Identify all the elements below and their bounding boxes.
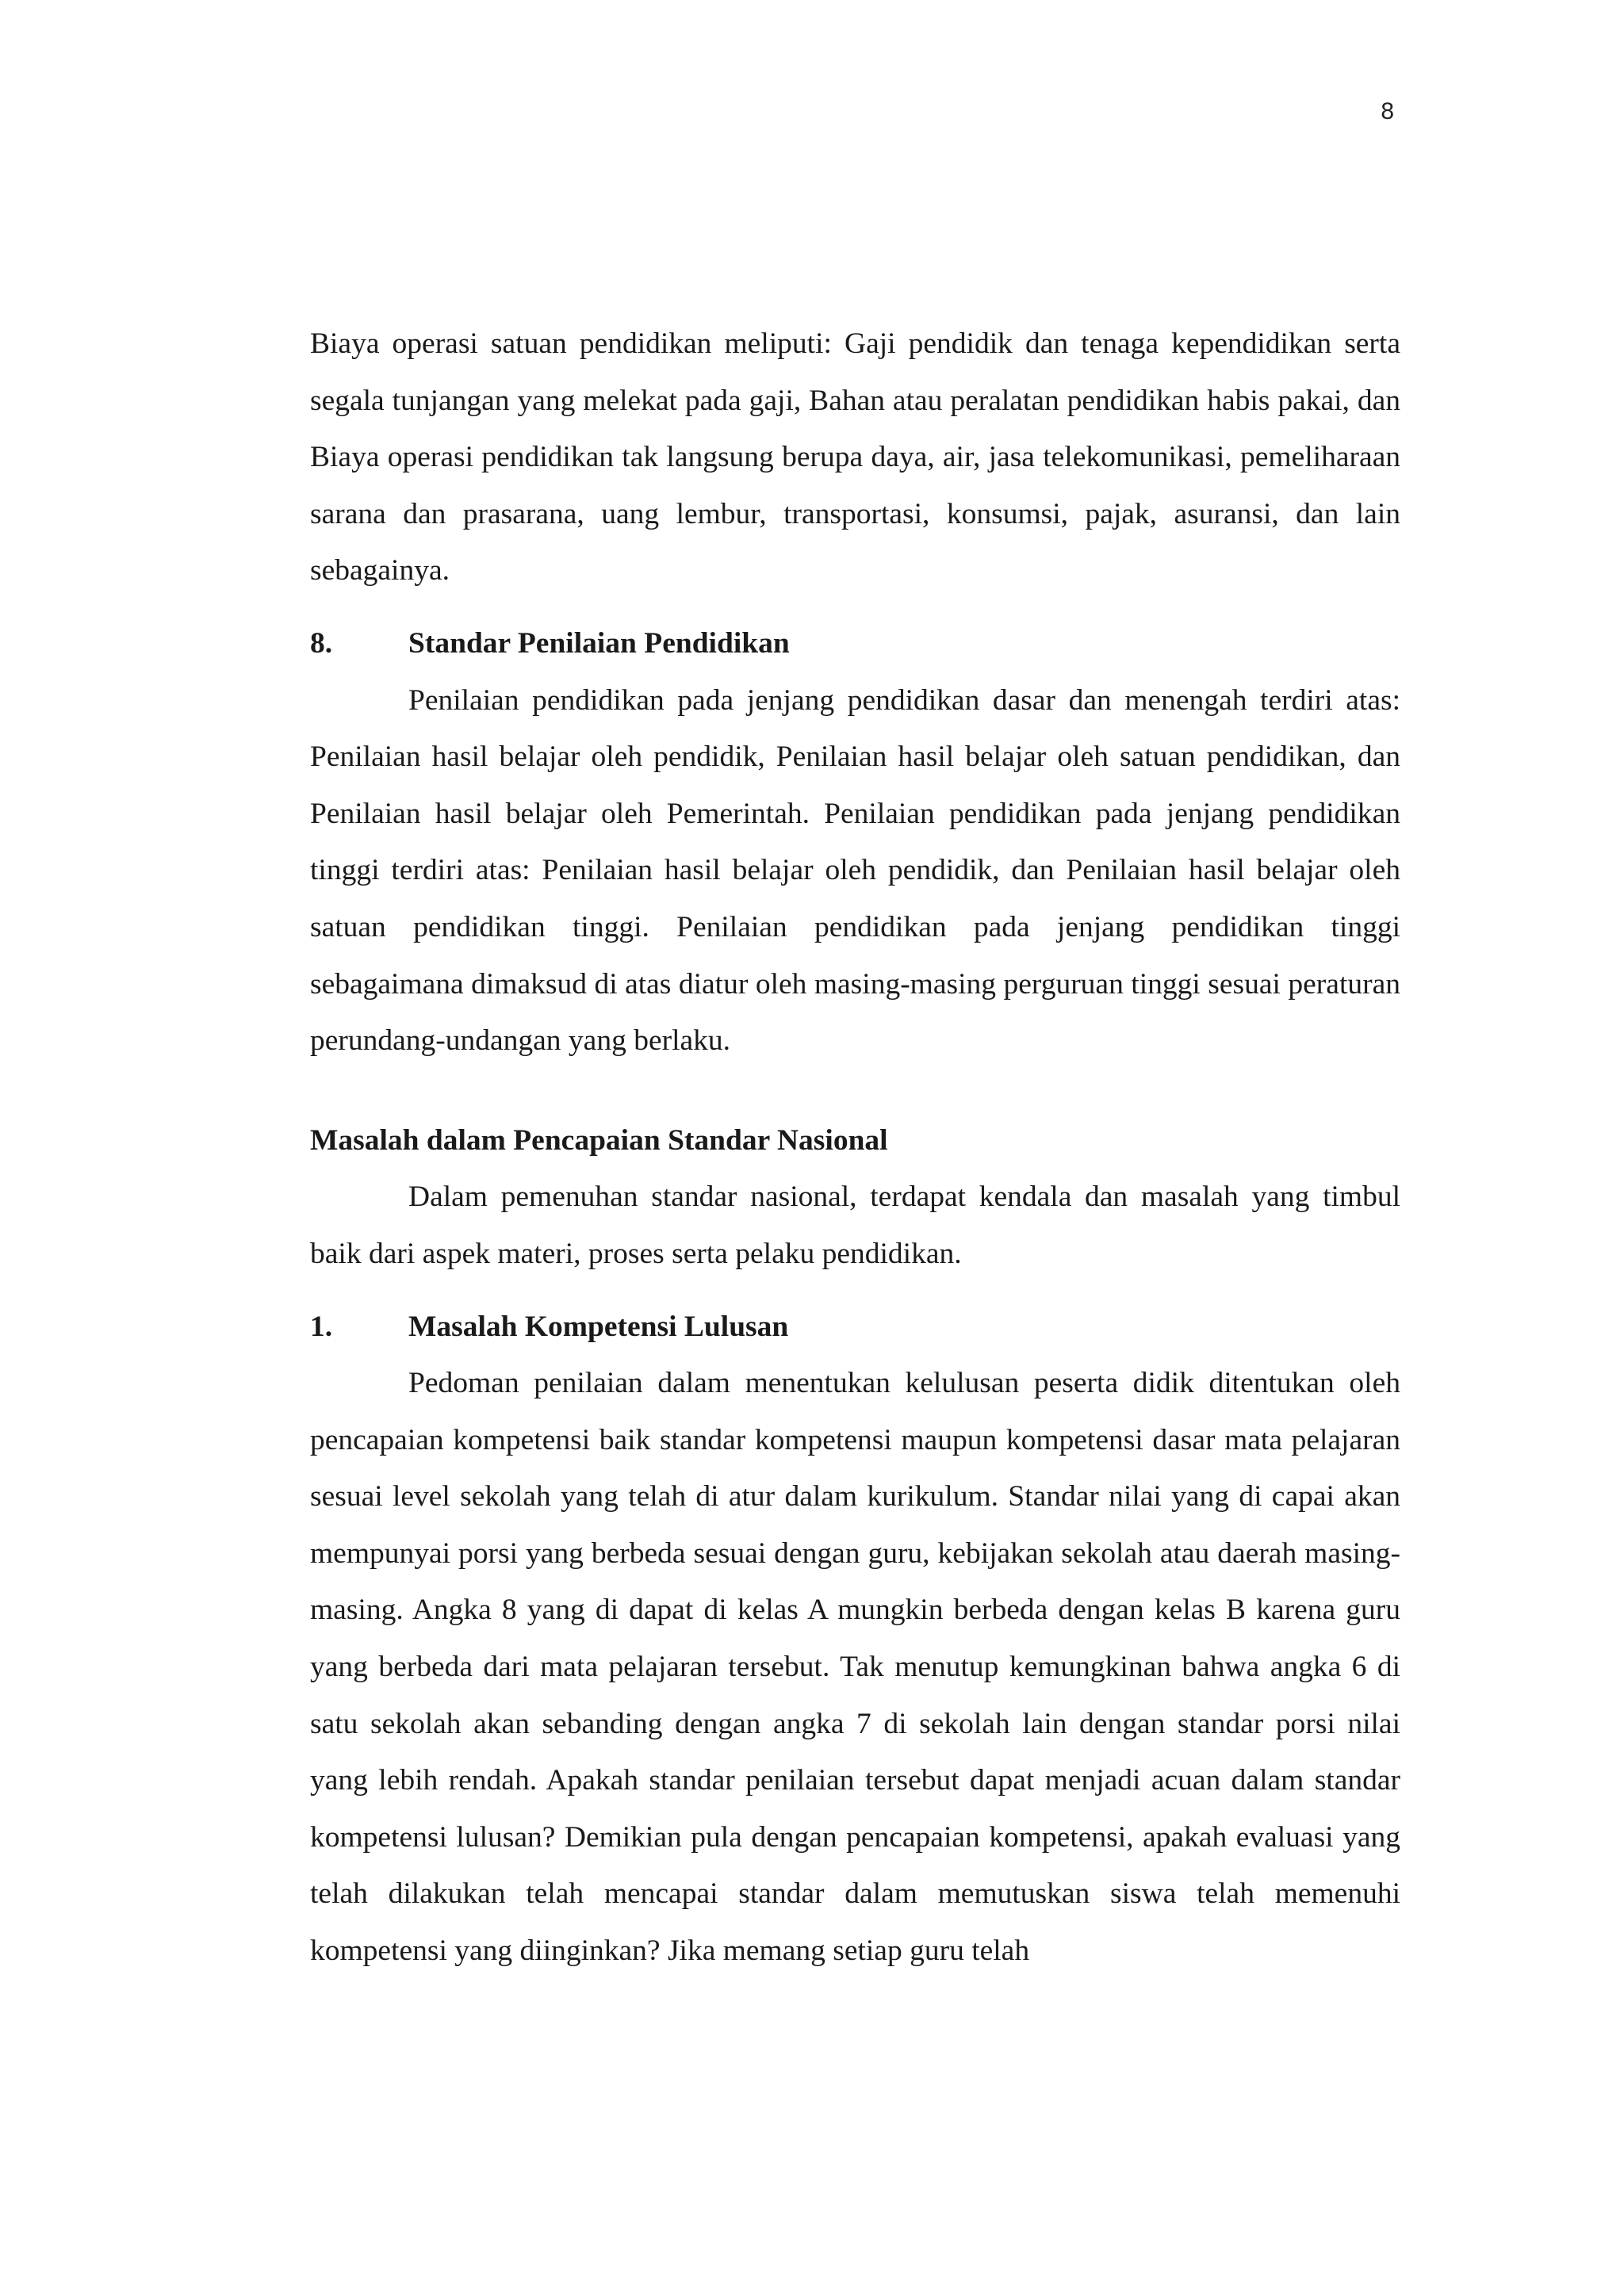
heading-title: Masalah Kompetensi Lulusan xyxy=(408,1310,789,1343)
heading-title: Standar Penilaian Pendidikan xyxy=(408,626,790,660)
heading-standar-penilaian xyxy=(310,615,1400,672)
heading-number: 1. xyxy=(310,1310,333,1343)
paragraph-biaya-operasi: Biaya operasi satuan pendidikan meliputi: Gaji pendidik dan tenaga kependidikan serta segala tunjangan yang melekat pada gaji, Bahan atau peralatan pendidikan habis pakai, dan Biaya operasi pendidikan tak langsung berupa daya, air, jasa telekomunikasi, pemeliharaan sarana dan prasarana, uang lembur, transportasi, konsumsi, pajak, asuransi, dan lain sebagainya. xyxy=(310,327,1400,587)
heading-masalah-kompetensi xyxy=(310,1299,1400,1356)
section-heading-masalah: Masalah dalam Pencapaian Standar Nasional xyxy=(310,1123,888,1157)
paragraph-kompetensi: Pedoman penilaian dalam menentukan kelulusan peserta didik ditentukan oleh pencapaian kompetensi baik standar kompetensi maupun kompetensi dasar mata pelajaran sesuai level sekolah yang telah di atur dalam kurikulum. Standar nilai yang di capai akan mempunyai porsi yang berbeda sesuai dengan guru, kebijakan sekolah atau daerah masing-masing. Angka 8 yang di dapat di kelas A mungkin berbeda dengan kelas B karena guru yang berbeda dari mata pelajaran tersebut. Tak menutup kemungkinan bahwa angka 6 di satu sekolah akan sebanding dengan angka 7 di sekolah lain dengan standar porsi nilai yang lebih rendah. Apakah standar penilaian tersebut dapat menjadi acuan dalam standar kompetensi lulusan? Demikian pula dengan pencapaian kompetensi, apakah evaluasi yang telah dilakukan telah mencapai standar dalam memutuskan siswa telah memenuhi kompetensi yang diinginkan? Jika memang setiap guru telah xyxy=(310,1367,1400,1968)
document-body xyxy=(310,316,1400,1980)
heading-number: 8. xyxy=(310,626,333,660)
paragraph-penilaian: Penilaian pendidikan pada jenjang pendidikan dasar dan menengah terdiri atas: Penilaian hasil belajar oleh pendidik, Penilaian hasil belajar oleh satuan pendidikan, dan Penilaian hasil belajar oleh Pemerintah. Penilaian pendidikan pada jenjang pendidikan tinggi terdiri atas: Penilaian hasil belajar oleh pendidik, dan Penilaian hasil belajar oleh satuan pendidikan tinggi. Penilaian pendidikan pada jenjang pendidikan tinggi sebagaimana dimaksud di atas diatur oleh masing-masing perguruan tinggi sesuai peraturan perundang-undangan yang berlaku. xyxy=(310,683,1400,1058)
paragraph-masalah-intro: Dalam pemenuhan standar nasional, terdapat kendala dan masalah yang timbul baik dari aspek materi, proses serta pelaku pendidikan. xyxy=(310,1181,1400,1270)
page-number: 8 xyxy=(1381,98,1394,124)
